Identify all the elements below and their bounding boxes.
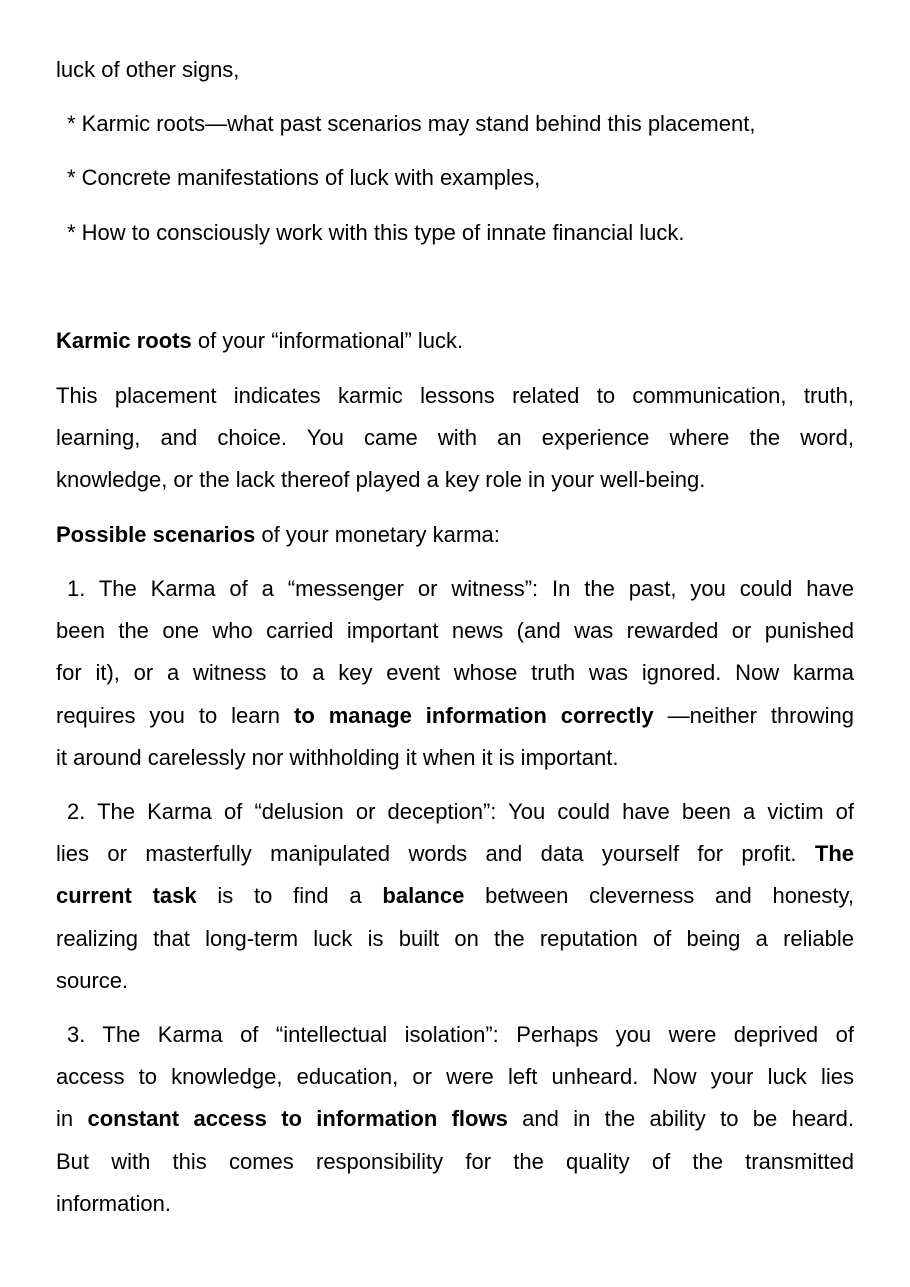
scenario-2-line <box>56 883 854 909</box>
emphasis-text: The <box>814 841 854 866</box>
heading-bold-text: Karmic roots <box>56 328 192 353</box>
intro-tail-line: luck of other signs, <box>56 57 240 82</box>
scenario-3-line: information. <box>56 1191 171 1216</box>
paragraph-line: knowledge, or the lack thereof played a key role in your well-being. <box>56 467 706 492</box>
scenario-3-line: access to knowledge, education, or were left unheard. Now your luck lies <box>56 1064 854 1089</box>
emphasis-text: balance <box>382 883 465 908</box>
scenario-3-line: 3. The Karma of “intellectual isolation”: Perhaps you were deprived of <box>67 1022 854 1047</box>
scenario-2-line: 2. The Karma of “delusion or deception”: You could have been a victim of <box>67 799 854 824</box>
text-run: is to find a <box>217 883 383 908</box>
heading-bold-text: Possible scenarios <box>56 522 256 547</box>
bullet-item: * Karmic roots—what past scenarios may stand behind this placement, <box>67 111 756 136</box>
section-heading-possible-scenarios <box>56 522 500 548</box>
text-run: requires you to learn <box>56 703 294 728</box>
paragraph-line: This placement indicates karmic lessons related to communication, truth, <box>56 383 854 408</box>
bullet-item: * Concrete manifestations of luck with examples, <box>67 165 541 190</box>
text-run: between cleverness and honesty, <box>485 883 854 908</box>
heading-text: of your “informational” luck. <box>191 328 464 353</box>
scenario-3-line: But with this comes responsibility for the quality of the transmitted <box>56 1149 854 1174</box>
section-heading-karmic-roots <box>56 328 463 354</box>
scenario-1-line <box>56 703 854 729</box>
heading-text: of your monetary karma: <box>255 522 500 547</box>
text-run: and in the ability to be heard. <box>522 1106 854 1131</box>
scenario-1-line: been the one who carried important news (and was rewarded or punished <box>56 618 854 643</box>
bullet-item: * How to consciously work with this type of innate financial luck. <box>67 220 685 245</box>
emphasis-text: to manage information correctly <box>294 703 654 728</box>
scenario-2-line: realizing that long-term luck is built on the reputation of being a reliable <box>56 926 854 951</box>
scenario-1-line: for it), or a witness to a key event whose truth was ignored. Now karma <box>56 660 854 685</box>
text-run: lies or masterfully manipulated words and data yourself for profit. <box>56 841 815 866</box>
text-run: in <box>56 1106 88 1131</box>
scenario-3-line <box>56 1106 854 1132</box>
emphasis-text: current task <box>56 883 197 908</box>
paragraph-line: learning, and choice. You came with an experience where the word, <box>56 425 854 450</box>
scenario-1-line: it around carelessly nor withholding it when it is important. <box>56 745 619 770</box>
emphasis-text: constant access to information flows <box>87 1106 508 1131</box>
scenario-1-line: 1. The Karma of a “messenger or witness”: In the past, you could have <box>67 576 854 601</box>
scenario-2-line <box>56 841 854 867</box>
text-run: —neither throwing <box>667 703 854 728</box>
scenario-2-line: source. <box>56 968 129 993</box>
